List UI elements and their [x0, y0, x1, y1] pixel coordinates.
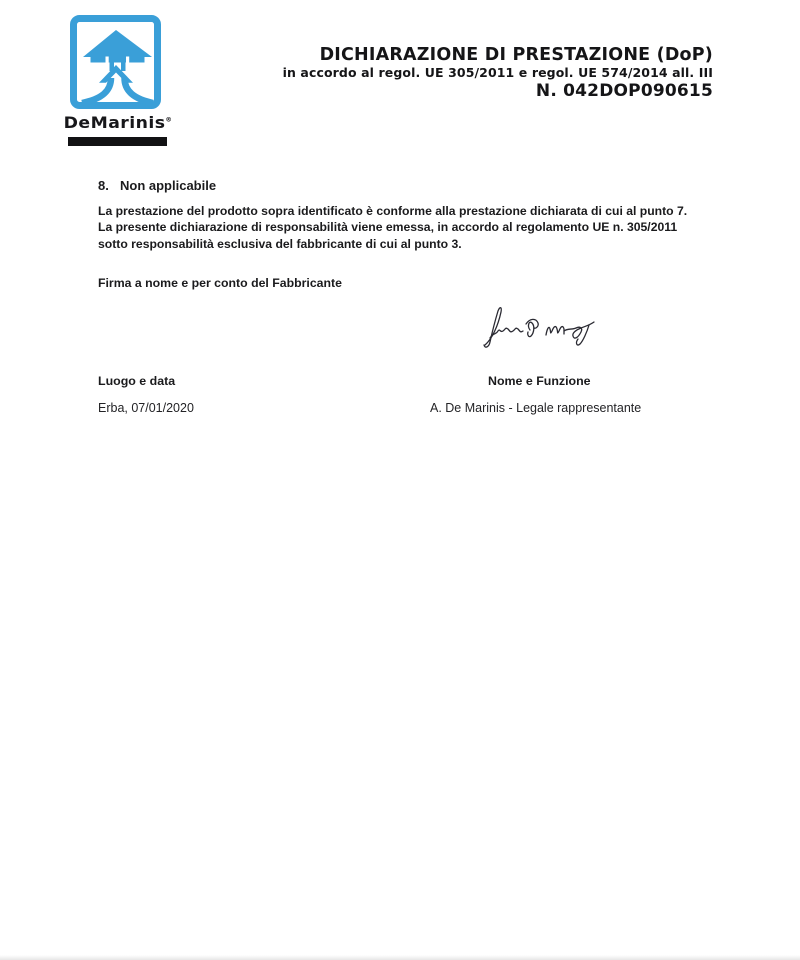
document-number: N. 042DOP090615: [535, 81, 713, 101]
paragraph-line: La presente dichiarazione di responsabilità viene emessa, in accordo al regolamento UE n. 305/2011: [98, 220, 678, 235]
company-logo: [68, 15, 168, 109]
paragraph-line: La prestazione del prodotto sopra identificato è conforme alla prestazione dichiarata di cui al punto 7.: [98, 204, 688, 218]
name-function-label: Nome e Funzione: [488, 374, 591, 388]
registered-mark: ®: [165, 116, 173, 124]
place-date-value: Erba, 07/01/2020: [98, 401, 194, 415]
document-title: DICHIARAZIONE DI PRESTAZIONE (DoP): [319, 45, 713, 65]
handwritten-signature: [477, 299, 602, 351]
clause-text: Non applicabile: [120, 178, 217, 193]
declaration-paragraph: [98, 203, 748, 252]
demarinis-house-arrow-icon: [70, 15, 161, 109]
name-function-value: A. De Marinis - Legale rappresentante: [430, 401, 642, 415]
logo-wordmark: [62, 113, 174, 132]
logo-underline-bar: [68, 137, 167, 146]
paragraph-line: sotto responsabilità esclusiva del fabbricante di cui al punto 3.: [98, 236, 462, 251]
signature-caption: Firma a nome e per conto del Fabbricante: [98, 276, 342, 290]
clause-8: [98, 178, 216, 193]
document-subtitle: in accordo al regol. UE 305/2011 e regol. UE 574/2014 all. III: [282, 65, 713, 80]
dop-header: [283, 45, 713, 102]
clause-number: 8.: [98, 178, 109, 193]
place-date-label: Luogo e data: [98, 374, 176, 388]
scan-bottom-edge: [0, 955, 800, 960]
brand-name: DeMarinis: [63, 113, 166, 132]
